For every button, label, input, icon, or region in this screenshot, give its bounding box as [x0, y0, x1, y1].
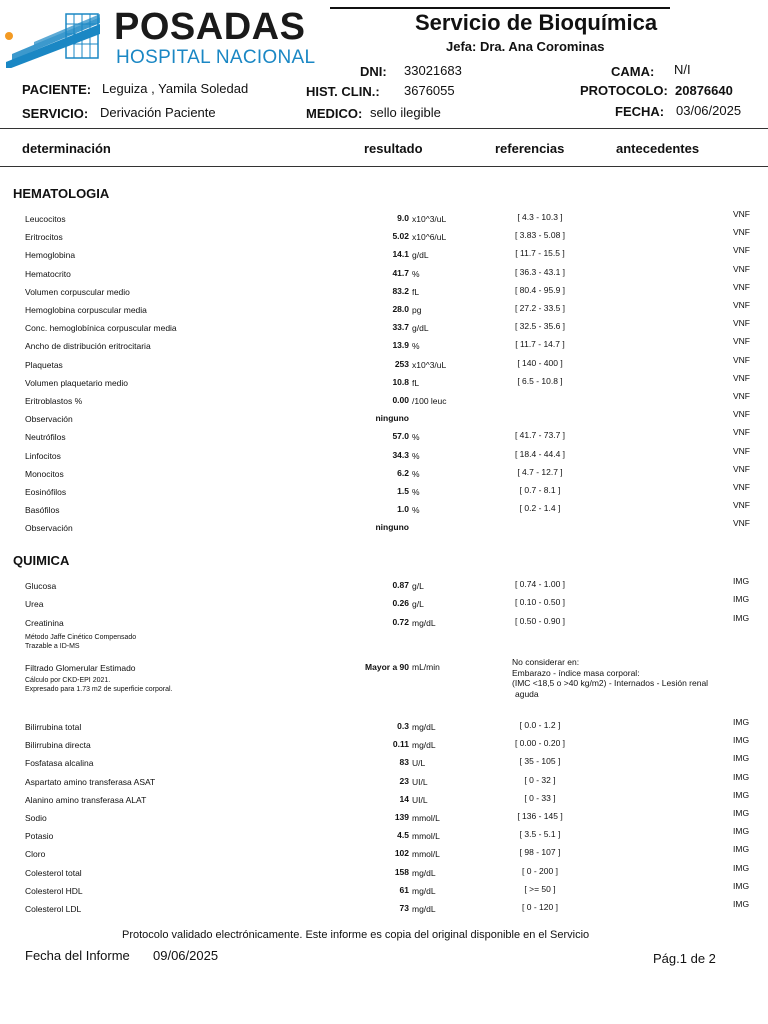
test-reference: [ 3.83 - 5.08 ]: [514, 230, 566, 241]
table-row: [0, 862, 768, 884]
test-reference: [ 35 - 105 ]: [519, 756, 561, 767]
test-antecedent: IMG: [733, 771, 750, 782]
table-row: [0, 409, 768, 430]
protocolo-label: PROTOCOLO:: [580, 83, 668, 98]
test-reference: [ 4.3 - 10.3 ]: [517, 212, 563, 222]
test-antecedent: VNF: [733, 482, 750, 492]
table-row: [0, 300, 768, 321]
test-antecedent: VNF: [733, 245, 750, 256]
test-antecedent: IMG: [733, 717, 750, 727]
fecha-value: 03/06/2025: [676, 103, 742, 118]
test-antecedent: VNF: [733, 427, 750, 438]
test-antecedent: IMG: [733, 576, 750, 586]
test-reference: [ 80.4 - 95.9 ]: [514, 284, 566, 295]
test-name: Glucosa: [25, 581, 57, 591]
test-unit: U/L: [412, 758, 426, 769]
table-row: [0, 826, 768, 847]
test-antecedent: VNF: [733, 445, 750, 456]
test-name: Hemoglobina: [25, 250, 76, 261]
test-result: 1.5: [397, 486, 409, 496]
test-antecedent: IMG: [733, 844, 750, 855]
test-antecedent: VNF: [733, 263, 750, 274]
table-row: [0, 391, 768, 412]
paciente-value: Leguiza , Yamila Soledad: [102, 81, 249, 96]
test-result: 61: [399, 884, 409, 895]
servicio-label: SERVICIO:: [22, 106, 89, 121]
test-unit: %: [412, 450, 420, 461]
test-name: Observación: [25, 414, 73, 425]
medico-value: sello ilegible: [370, 105, 441, 120]
test-name: Basófilos: [25, 505, 60, 516]
test-result: 0.87: [392, 580, 409, 590]
test-name: Conc. hemoglobínica corpuscular media: [25, 323, 177, 334]
filtrado-ref-2: Embarazo - índice masa corporal:: [512, 668, 640, 678]
test-result: 0.26: [392, 598, 409, 609]
table-row: [0, 263, 768, 285]
test-reference: [ 11.7 - 14.7 ]: [515, 339, 565, 350]
filtrado-ref-4: aguda: [515, 689, 539, 699]
table-row: [0, 612, 768, 634]
logo-title: POSADAS: [114, 6, 306, 48]
test-reference: [ 41.7 - 73.7 ]: [514, 430, 566, 441]
test-antecedent: IMG: [733, 735, 750, 746]
test-result: 253: [394, 358, 409, 369]
filtrado-note-2: Expresado para 1.73 m2 de superficie corporal.: [25, 686, 173, 693]
test-reference: [ 32.5 - 35.6 ]: [514, 321, 566, 332]
test-result: 57.0: [392, 431, 409, 442]
test-reference: [ 0.0 - 1.2 ]: [519, 720, 561, 730]
test-reference: [ 0 - 200 ]: [522, 865, 558, 876]
test-unit: x10^6/uL: [412, 232, 447, 243]
test-result: 139: [394, 812, 409, 822]
test-reference: [ 0.10 - 0.50 ]: [514, 597, 566, 608]
test-reference: [ 0.2 - 1.4 ]: [519, 503, 561, 514]
dni-label: DNI:: [360, 64, 387, 79]
test-name: Fosfatasa alcalina: [25, 758, 94, 769]
table-row: [0, 336, 768, 357]
test-reference: [ 0.50 - 0.90 ]: [514, 615, 566, 626]
test-name: Linfocitos: [25, 450, 61, 461]
filtrado-note-1: Cálculo por CKD-EPI 2021.: [25, 677, 111, 684]
test-result: 41.7: [392, 267, 409, 278]
test-unit: %: [412, 505, 420, 516]
paciente-label: PACIENTE:: [22, 82, 92, 97]
cama-value: N/I: [674, 62, 691, 77]
test-unit: %: [412, 487, 420, 497]
table-row: [0, 808, 768, 829]
filtrado-result: Mayor a 90: [365, 662, 409, 672]
test-antecedent: VNF: [733, 281, 750, 292]
hist-label: HIST. CLIN.:: [306, 84, 380, 99]
test-name: Eosinófilos: [25, 487, 67, 497]
cama-label: CAMA:: [611, 64, 655, 79]
table-row: [0, 789, 768, 811]
page-number: Pág.1 de 2: [653, 951, 716, 966]
test-reference: [ 140 - 400 ]: [517, 357, 563, 368]
test-unit: pg: [412, 305, 422, 315]
test-name: Hematocrito: [25, 268, 71, 279]
test-unit: /100 leuc: [412, 396, 447, 406]
test-name: Hemoglobina corpuscular media: [25, 305, 147, 315]
table-row: [0, 445, 768, 467]
test-antecedent: VNF: [733, 354, 750, 365]
test-unit: mmol/L: [412, 849, 440, 860]
test-antecedent: IMG: [733, 826, 750, 837]
test-result: 83: [399, 757, 409, 768]
test-antecedent: VNF: [733, 391, 750, 401]
test-result: 0.72: [392, 616, 409, 627]
test-name: Plaquetas: [25, 359, 63, 370]
test-result: 73: [399, 903, 409, 913]
test-name: Eritrocitos: [25, 232, 63, 243]
test-name: Observación: [25, 523, 73, 534]
test-result: 158: [394, 866, 409, 877]
header-bottom-rule: [0, 166, 768, 167]
test-reference: [ 11.7 - 15.5 ]: [515, 248, 565, 259]
test-reference: [ 0.00 - 0.20 ]: [514, 738, 566, 749]
test-unit: mg/dL: [412, 722, 436, 732]
test-unit: x10^3/uL: [412, 359, 447, 370]
test-result: 1.0: [397, 504, 409, 515]
test-antecedent: VNF: [733, 318, 750, 329]
protocolo-value: 20876640: [675, 83, 733, 98]
test-name: Volumen plaquetario medio: [25, 377, 129, 388]
test-result: 0.00: [392, 395, 409, 405]
test-result: 6.2: [397, 467, 409, 478]
logo-subtitle: HOSPITAL NACIONAL: [116, 47, 316, 68]
servicio-value: Derivación Paciente: [100, 105, 216, 120]
test-name: Colesterol LDL: [25, 904, 82, 914]
test-reference: [ 98 - 107 ]: [519, 847, 561, 858]
test-unit: g/L: [412, 599, 424, 610]
filtrado-unit: mL/min: [412, 662, 440, 672]
test-unit: mg/dL: [412, 617, 436, 628]
table-row: [0, 880, 768, 902]
test-name: Urea: [25, 599, 44, 610]
test-result: 83.2: [392, 285, 409, 296]
test-antecedent: IMG: [733, 789, 750, 800]
table-row: [0, 844, 768, 865]
table-row: [0, 594, 768, 615]
test-unit: UI/L: [412, 794, 428, 805]
hist-value: 3676055: [404, 83, 455, 98]
test-antecedent: IMG: [733, 808, 750, 818]
test-antecedent: VNF: [733, 209, 750, 219]
test-antecedent: VNF: [733, 300, 750, 310]
test-result: 23: [399, 775, 409, 786]
medico-label: MEDICO:: [306, 106, 363, 121]
table-row: [0, 717, 768, 738]
test-reference: [ 0.74 - 1.00 ]: [514, 579, 566, 589]
test-antecedent: VNF: [733, 463, 750, 474]
test-result: 13.9: [392, 340, 409, 351]
test-result: 102: [394, 848, 409, 859]
test-antecedent: VNF: [733, 518, 750, 529]
test-unit: g/dL: [412, 323, 429, 334]
test-name: Bilirrubina total: [25, 722, 82, 732]
test-antecedent: IMG: [733, 753, 750, 764]
test-name: Alanino amino transferasa ALAT: [25, 794, 147, 805]
test-unit: fL: [412, 377, 420, 388]
test-unit: g/L: [412, 581, 424, 591]
test-unit: mmol/L: [412, 831, 440, 842]
test-antecedent: IMG: [733, 880, 750, 891]
test-antecedent: VNF: [733, 227, 750, 238]
test-result: 0.3: [397, 721, 409, 731]
test-result: 34.3: [392, 449, 409, 460]
test-result: 28.0: [392, 304, 409, 314]
test-name: Neutrófilos: [25, 432, 66, 443]
test-unit: mg/dL: [412, 740, 436, 751]
table-row: [0, 735, 768, 756]
table-row: [0, 245, 768, 266]
dni-value: 33021683: [404, 63, 462, 78]
header-rule: [330, 7, 670, 9]
test-name: Colesterol total: [25, 867, 82, 878]
test-result: 4.5: [397, 830, 409, 841]
test-unit: %: [412, 468, 420, 479]
test-antecedent: IMG: [733, 612, 750, 623]
filtrado-name: Filtrado Glomerular Estimado: [25, 663, 136, 673]
col-antecedentes: antecedentes: [616, 141, 700, 156]
table-row: [0, 372, 768, 394]
test-unit: x10^3/uL: [412, 214, 447, 224]
test-name: Sodio: [25, 813, 47, 823]
test-name: Aspartato amino transferasa ASAT: [25, 776, 156, 787]
test-antecedent: IMG: [733, 594, 750, 605]
table-row: [0, 899, 768, 920]
test-reference: [ 27.2 - 33.5 ]: [514, 303, 566, 313]
creatinina-trace-note: Trazable a ID-MS: [25, 643, 80, 650]
table-row: [0, 500, 768, 521]
test-unit: fL: [412, 286, 420, 297]
test-name: Volumen corpuscular medio: [25, 286, 130, 297]
test-reference: [ 18.4 - 44.4 ]: [514, 448, 566, 459]
section-quimica: QUIMICA: [13, 553, 70, 568]
test-name: Creatinina: [25, 617, 64, 628]
header-top-rule: [0, 128, 768, 129]
col-determinacion: determinación: [22, 141, 111, 156]
test-name: Monocitos: [25, 468, 64, 479]
test-antecedent: VNF: [733, 409, 750, 420]
test-antecedent: VNF: [733, 372, 750, 383]
test-result: 33.7: [392, 322, 409, 333]
test-reference: [ 3.5 - 5.1 ]: [519, 829, 561, 840]
table-row: [0, 463, 768, 485]
table-row: [0, 281, 768, 303]
table-row: [0, 427, 768, 448]
table-row: [0, 318, 768, 339]
fecha-informe-label: Fecha del Informe: [25, 948, 130, 963]
table-row: [0, 518, 768, 539]
test-result: 10.8: [392, 376, 409, 387]
test-reference: [ >= 50 ]: [524, 883, 556, 894]
service-title: Servicio de Bioquímica: [415, 10, 658, 35]
test-result: 0.11: [392, 739, 409, 750]
table-row: [0, 354, 768, 376]
test-result: 14.1: [392, 249, 409, 260]
test-unit: %: [412, 341, 420, 352]
test-antecedent: VNF: [733, 500, 750, 511]
table-row: [0, 771, 768, 793]
test-unit: %: [412, 432, 420, 443]
validation-note: Protocolo validado electrónicamente. Este informe es copia del original disponible en el Servicio: [122, 929, 590, 941]
test-reference: [ 0.7 - 8.1 ]: [519, 485, 561, 495]
test-reference: [ 0 - 120 ]: [522, 902, 558, 912]
test-antecedent: IMG: [733, 862, 750, 873]
test-result: 5.02: [392, 231, 409, 242]
filtrado-ref-1: No considerar en:: [512, 657, 580, 667]
test-name: Ancho de distribución eritrocitaria: [25, 341, 151, 352]
test-antecedent: VNF: [733, 336, 750, 347]
test-name: Bilirrubina directa: [25, 740, 91, 751]
test-unit: g/dL: [412, 250, 429, 261]
test-reference: [ 4.7 - 12.7 ]: [517, 466, 563, 477]
section-hematologia: HEMATOLOGIA: [13, 186, 110, 201]
test-name: Eritroblastos %: [25, 396, 83, 406]
test-result: 14: [399, 793, 409, 804]
test-reference: [ 6.5 - 10.8 ]: [517, 375, 563, 386]
hospital-logo-icon: [4, 12, 104, 68]
test-result: 9.0: [397, 213, 409, 223]
filtrado-ref-3: (IMC <18,5 o >40 kg/m2) - Internados - Lesión renal: [512, 678, 709, 688]
service-head: Jefa: Dra. Ana Corominas: [446, 39, 605, 54]
table-row: [0, 482, 768, 503]
test-unit: mg/dL: [412, 904, 436, 914]
test-reference: [ 0 - 33 ]: [524, 792, 556, 803]
test-unit: UI/L: [412, 776, 428, 787]
test-name: Leucocitos: [25, 214, 66, 224]
table-row: [0, 209, 768, 230]
col-resultado: resultado: [364, 141, 423, 156]
test-unit: mg/dL: [412, 885, 436, 896]
test-antecedent: IMG: [733, 899, 750, 909]
test-name: Potasio: [25, 831, 54, 842]
table-row: [0, 753, 768, 774]
test-result: ninguno: [375, 413, 409, 424]
test-reference: [ 136 - 145 ]: [517, 811, 563, 821]
test-name: Cloro: [25, 849, 46, 860]
test-result: ninguno: [375, 522, 409, 533]
test-unit: mmol/L: [412, 813, 440, 823]
test-name: Colesterol HDL: [25, 885, 83, 896]
table-row: [0, 227, 768, 248]
col-referencias: referencias: [495, 141, 565, 156]
test-unit: mg/dL: [412, 867, 436, 878]
creatinina-method-note: Método Jaffe Cinético Compensado: [25, 634, 137, 641]
fecha-informe-value: 09/06/2025: [153, 948, 219, 963]
test-reference: [ 36.3 - 43.1 ]: [514, 266, 566, 277]
test-unit: %: [412, 268, 420, 279]
fecha-label: FECHA:: [615, 104, 665, 119]
table-row: [0, 576, 768, 597]
test-reference: [ 0 - 32 ]: [524, 774, 556, 785]
